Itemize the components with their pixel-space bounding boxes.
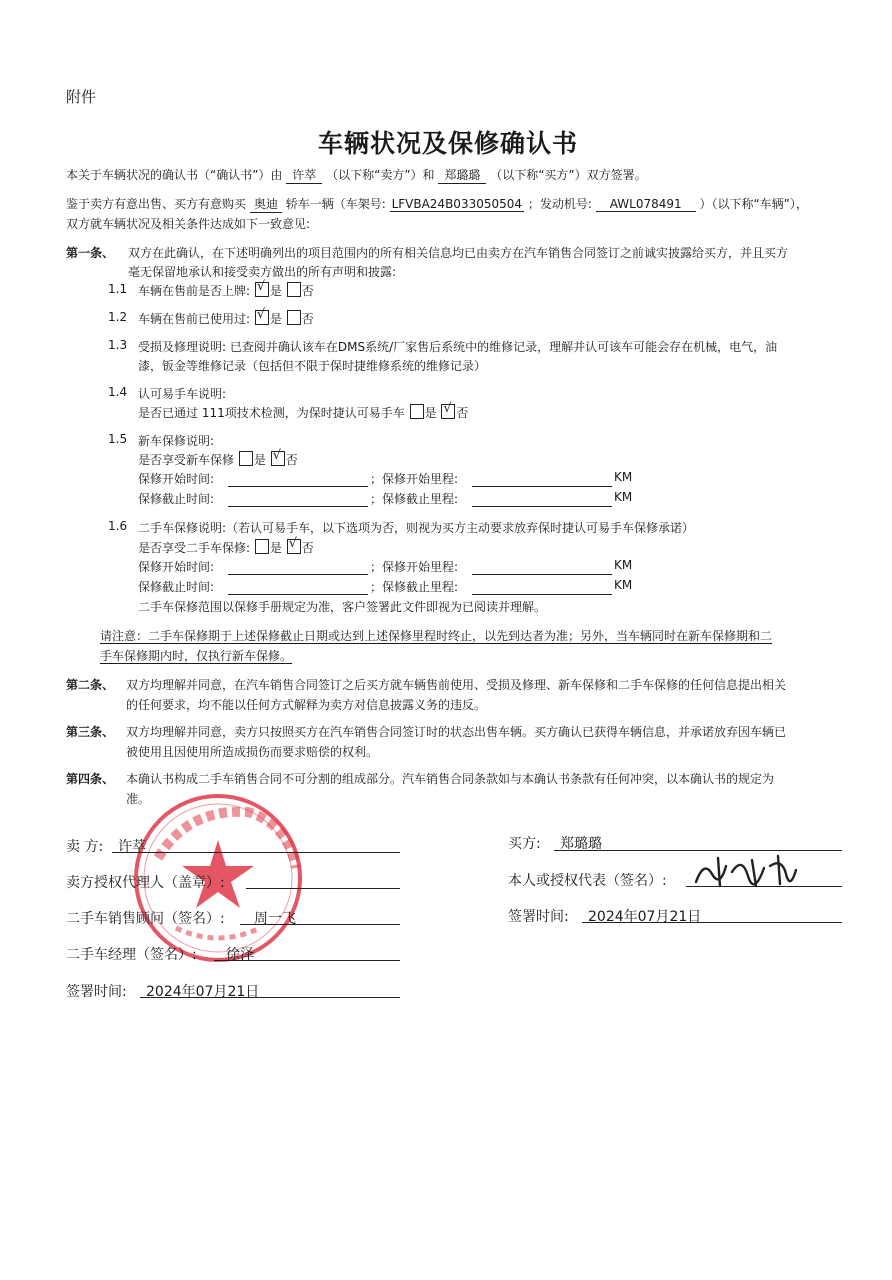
seller-agent-label: 卖方授权代理人（盖章）: [66,875,225,891]
buyer-date-label: 签署时间: [508,909,569,925]
brand-fill: 奥迪 [250,195,282,213]
yes-checkbox-checked[interactable] [255,279,269,297]
new-warranty-end-km-label: ；保修截止里程: [370,492,459,506]
no-label: 否 [301,312,314,326]
item-1-3-text-1: 受损及修理说明: 已查阅并确认该车在DMS系统/厂家售后系统中的维修记录，理解并认可该车可能会存在机械，电气，油 [138,340,778,354]
buyer-handwritten-signature [690,852,800,892]
buyer-name-fill: 郑璐璐 [438,166,486,184]
manager-label: 二手车经理（签名）: [66,947,197,963]
intro-text: 轿车一辆（车架号: [285,197,386,211]
article-1-text-2: 毫无保留地承认和接受卖方做出的所有声明和披露: [128,265,397,279]
article-3-text-2: 被使用且因使用所造成损伤而要求赔偿的权利。 [126,745,379,759]
article-1-label: 第一条、 [66,246,115,260]
item-1-2 [138,307,314,327]
yes-label: 是 [269,284,282,298]
intro-text: 本关于车辆状况的确认书（“确认书”）由 [66,168,283,182]
buyer-line [554,850,842,851]
item-label: 是否已通过 111项技术检测，为保时捷认可易手车 [138,406,405,420]
item-label: 车辆在售前已使用过: [138,312,251,326]
seller-date-value: 2024年07月21日 [146,984,260,1000]
article-4-text-2: 准。 [126,792,151,806]
item-1-6-text-1: 二手车保修说明:（若认可易手车，以下选项为否，则视为买方主动要求放弃保时捷认可易手车保修承诺） [138,521,695,535]
item-1-5-number: 1.5 [108,432,128,446]
used-warranty-start-km-field[interactable] [472,574,612,575]
no-checkbox[interactable] [287,282,301,297]
tick-icon: √ [256,279,266,294]
advisor-label: 二手车销售顾问（签名）: [66,911,225,927]
buyer-label: 买方: [508,836,541,852]
item-label: 是否享受二手车保修: [138,541,251,555]
no-label: 否 [285,453,298,467]
buyer-rep-label: 本人或授权代表（签名）: [508,873,667,889]
used-warranty-end-time-field[interactable] [228,594,368,595]
manager-line [214,960,400,961]
vin-fill: LFVBA24B033050504 [391,197,523,211]
used-warranty-start-km-label: ；保修开始里程: [370,560,459,574]
item-1-3-number: 1.3 [108,338,128,352]
intro-text: ；发动机号: [527,197,592,211]
tick-icon: √ [443,401,452,416]
item-label: 是否享受新车保修 [138,453,235,467]
used-warranty-end-km-field[interactable] [472,594,612,595]
item-label: 车辆在售前是否上牌: [138,284,251,298]
new-warranty-start-time-field[interactable] [228,486,368,487]
seller-date-label: 签署时间: [66,984,127,1000]
used-warranty-end-time-label: 保修截止时间: [138,580,215,594]
used-warranty-start-time-field[interactable] [228,574,368,575]
article-2-text-2: 的任何要求，均不能以任何方式解释为卖方对信息披露义务的违反。 [126,698,487,712]
seller-date-line [140,997,400,998]
intro-line-2 [66,195,808,213]
new-warranty-end-time-label: 保修截止时间: [138,492,215,506]
new-warranty-start-km-label: ；保修开始里程: [370,472,459,486]
new-warranty-end-time-field[interactable] [228,506,368,507]
item-1-6-text-2 [138,536,314,556]
new-warranty-start-time-label: 保修开始时间: [138,472,215,486]
tick-icon: √ [288,536,298,551]
new-warranty-start-km-field[interactable] [472,486,612,487]
no-checkbox-checked[interactable] [271,448,285,466]
no-checkbox-checked[interactable] [441,401,455,419]
intro-text: ）（以下称“车辆”）， [699,197,808,211]
item-1-6-number: 1.6 [108,519,128,533]
seller-value: 许萃 [118,839,146,855]
item-1-5-text-1: 新车保修说明: [138,434,215,448]
km-unit: KM [614,470,633,484]
item-1-3-text-2: 漆，钣金等维修记录（包括但不限于保时捷维修系统的维修记录） [138,359,487,373]
item-1-1 [138,279,314,299]
yes-label: 是 [269,541,282,555]
used-warranty-start-time-label: 保修开始时间: [138,560,215,574]
item-1-4-number: 1.4 [108,385,128,399]
no-label: 否 [456,406,469,420]
used-warranty-scope: 二手车保修范围以保修手册规定为准，客户签署此文件即视为已阅读并理解。 [138,600,547,614]
tick-icon: √ [256,307,266,322]
intro-text: （以下称“卖方”）和 [326,168,435,182]
yes-checkbox[interactable] [410,404,424,419]
new-warranty-end-km-field[interactable] [472,506,612,507]
intro-line-3: 双方就车辆状况及相关条件达成如下一致意见: [66,217,311,231]
manager-value: 徐泽 [226,947,254,963]
document-title: 车辆状况及保修确认书 [318,129,579,158]
yes-checkbox-checked[interactable] [255,307,269,325]
buyer-value: 郑璐璐 [560,836,602,852]
buyer-date-line [582,922,842,923]
no-checkbox-checked[interactable] [287,536,301,554]
yes-label: 是 [253,453,266,467]
no-label: 否 [301,284,314,298]
km-unit: KM [614,558,633,572]
engine-fill: AWL078491 [596,197,696,212]
notice-line-1: 请注意：二手车保修期于上述保修截止日期或达到上述保修里程时终止，以先到达者为准；另外，当车辆同时在新车保修期和二 [100,629,773,643]
article-3-text-1: 双方均理解并同意，卖方只按照买方在汽车销售合同签订时的状态出售车辆。买方确认已获得车辆信息，并承诺放弃因车辆已 [126,725,787,739]
article-1-text-1: 双方在此确认，在下述明确列出的项目范围内的所有相关信息均已由卖方在汽车销售合同签订之前诚实披露给买方，并且买方 [128,246,789,260]
article-2-text-1: 双方均理解并同意，在汽车销售合同签订之后买方就车辆售前使用、受损及修理、新车保修和二手车保修的任何信息提出相关 [126,678,787,692]
item-1-4-text-2 [138,401,469,421]
tick-icon: √ [272,448,281,463]
km-unit: KM [614,578,633,592]
item-1-1-number: 1.1 [108,282,128,296]
km-unit: KM [614,490,633,504]
article-4-label: 第四条、 [66,772,115,786]
buyer-date-value: 2024年07月21日 [588,909,702,925]
article-3-label: 第三条、 [66,725,115,739]
yes-checkbox[interactable] [239,451,253,466]
intro-text: 鉴于卖方有意出售、买方有意购买 [66,197,247,211]
yes-checkbox[interactable] [255,539,269,554]
yes-label: 是 [424,406,437,420]
no-label: 否 [301,541,314,555]
intro-text: （以下称“买方”）双方签署。 [490,168,647,182]
attachment-label: 附件 [66,88,97,106]
item-1-4-text-1: 认可易手车说明: [138,387,227,401]
item-1-2-number: 1.2 [108,310,128,324]
yes-label: 是 [269,312,282,326]
notice-line-2: 手车保修期内时，仅执行新车保修。 [100,649,293,663]
intro-line-1 [66,166,647,184]
advisor-line [240,924,400,925]
article-2-label: 第二条、 [66,678,115,692]
used-warranty-end-km-label: ；保修截止里程: [370,580,459,594]
item-1-5-text-2 [138,448,298,468]
no-checkbox[interactable] [287,310,301,325]
advisor-value: 周一飞 [254,911,296,927]
seller-agent-line[interactable] [246,888,400,889]
seller-label: 卖 方: [66,839,104,855]
seller-name-fill: 许萃 [286,166,322,184]
seller-line [112,852,400,853]
article-4-text-1: 本确认书构成二手车销售合同不可分割的组成部分。汽车销售合同条款如与本确认书条款有任何冲突，以本确认书的规定为 [126,772,775,786]
